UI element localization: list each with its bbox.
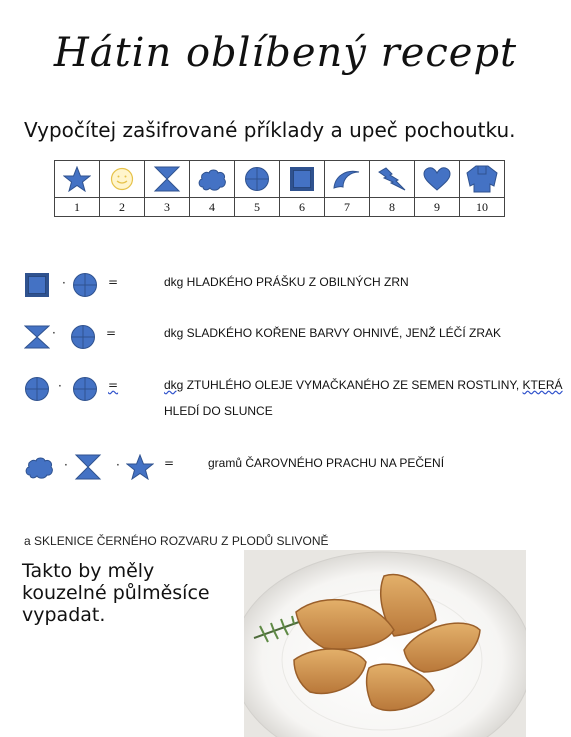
instructions: Vypočítej zašifrované příklady a upeč pochoutku. <box>24 118 516 142</box>
legend-cell-6 <box>280 161 325 198</box>
bevel-square-icon <box>24 272 50 298</box>
ingredient-text: gramů ČAROVNÉHO PRACHU NA PEČENÍ <box>208 456 445 470</box>
ingredient-desc-underlined: KTERÁ <box>522 378 563 392</box>
page-title: Hátin oblíbený recept <box>53 30 518 76</box>
pastry-plate-illustration <box>244 550 526 737</box>
equals-sign: = <box>164 456 175 470</box>
cloud-icon <box>24 454 54 480</box>
legend-cell-4 <box>190 161 235 198</box>
legend-num: 7 <box>325 198 370 217</box>
equals-sign: = <box>108 378 119 392</box>
star-icon <box>63 166 91 192</box>
legend-numbers-row <box>55 198 505 217</box>
pastry-photo <box>244 550 526 737</box>
multiply-dot: · <box>58 379 62 393</box>
legend-num: 2 <box>100 198 145 217</box>
legend-cell-7 <box>325 161 370 198</box>
hourglass-icon <box>74 454 102 480</box>
caption-line: Takto by měly <box>22 560 155 582</box>
legend-icons-row <box>55 161 505 198</box>
multiply-dot: · <box>64 458 68 472</box>
heart-icon <box>423 166 451 192</box>
ingredient-unit: dkg <box>164 378 184 392</box>
hourglass-icon <box>153 166 181 192</box>
legend-cell-9 <box>415 161 460 198</box>
moon-icon <box>332 166 362 192</box>
legend-num: 6 <box>280 198 325 217</box>
circle-cross-icon <box>244 166 270 192</box>
picture-caption <box>22 560 210 626</box>
ingredient-text: dkg SLADKÉHO KOŘENE BARVY OHNIVÉ, JENŽ LÉČÍ ZRAK <box>164 326 501 340</box>
legend-cell-3 <box>145 161 190 198</box>
legend-num: 4 <box>190 198 235 217</box>
multiply-dot: · <box>52 326 56 340</box>
ingredient-text: dkg HLADKÉHO PRÁŠKU Z OBILNÝCH ZRN <box>164 275 409 289</box>
caption-line: kouzelné půlměsíce <box>22 582 210 604</box>
multiply-dot: · <box>116 458 120 472</box>
equals-sign: = <box>106 326 117 340</box>
hourglass-icon <box>24 325 50 349</box>
ingredient-text <box>164 378 563 392</box>
shirt-icon <box>466 165 498 193</box>
legend-num: 1 <box>55 198 100 217</box>
legend-num: 3 <box>145 198 190 217</box>
smiley-icon <box>110 167 134 191</box>
cloud-icon <box>197 166 227 192</box>
cipher-legend-table <box>54 160 505 217</box>
multiply-dot: · <box>62 276 66 290</box>
star-icon <box>126 454 154 480</box>
lightning-icon <box>377 166 407 192</box>
legend-cell-5 <box>235 161 280 198</box>
legend-num: 9 <box>415 198 460 217</box>
circle-cross-icon <box>70 324 96 350</box>
ingredient-text-line2: HLEDÍ DO SLUNCE <box>164 404 273 418</box>
legend-cell-1 <box>55 161 100 198</box>
bevel-square-icon <box>289 166 315 192</box>
circle-cross-icon <box>72 376 98 402</box>
equals-sign: = <box>108 275 119 289</box>
legend-num: 5 <box>235 198 280 217</box>
final-ingredient: a SKLENICE ČERNÉHO ROZVARU Z PLODŮ SLIVONĚ <box>24 534 329 548</box>
circle-cross-icon <box>72 272 98 298</box>
legend-num: 10 <box>460 198 505 217</box>
legend-num: 8 <box>370 198 415 217</box>
legend-cell-2 <box>100 161 145 198</box>
ingredient-desc: ZTUHLÉHO OLEJE VYMAČKANÉHO ZE SEMEN ROSTLINY, <box>183 378 523 392</box>
legend-cell-8 <box>370 161 415 198</box>
legend-cell-10 <box>460 161 505 198</box>
caption-line: vypadat. <box>22 604 106 626</box>
circle-cross-icon <box>24 376 50 402</box>
